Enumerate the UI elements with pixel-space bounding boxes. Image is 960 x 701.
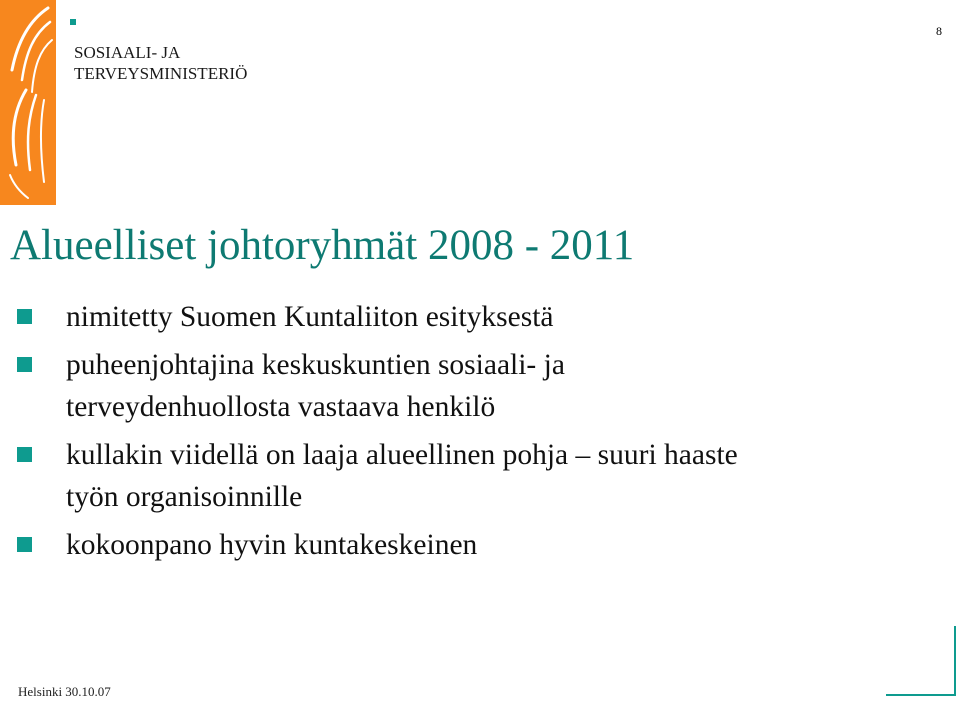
bullet-item bbox=[0, 296, 940, 338]
bullet-text: puheenjohtajina keskuskuntien sosiaali- ja bbox=[66, 349, 565, 381]
organization-name-line-2: TERVEYSMINISTERIÖ bbox=[74, 64, 248, 83]
slide-title: Alueelliset johtoryhmät 2008 - 2011 bbox=[10, 222, 635, 269]
corner-decoration bbox=[886, 626, 956, 696]
square-bullet-icon bbox=[17, 537, 32, 552]
bullet-text-continuation: työn organisoinnille bbox=[66, 481, 303, 513]
page-number: 8 bbox=[936, 24, 942, 38]
bullet-text-continuation: terveydenhuollosta vastaava henkilö bbox=[66, 391, 496, 423]
footer-date: Helsinki 30.10.07 bbox=[18, 684, 111, 699]
square-bullet-icon bbox=[17, 357, 32, 372]
organization-name bbox=[74, 42, 247, 84]
bullet-text: nimitetty Suomen Kuntaliiton esityksestä bbox=[66, 301, 554, 333]
bullet-text: kullakin viidellä on laaja alueellinen pohja – suuri haaste bbox=[66, 439, 738, 471]
square-bullet-icon bbox=[17, 309, 32, 324]
ministry-logo bbox=[0, 0, 56, 205]
bullet-list bbox=[0, 296, 940, 572]
flame-figure-logo-icon bbox=[0, 0, 56, 205]
square-bullet-icon bbox=[17, 447, 32, 462]
header-accent-square bbox=[70, 19, 76, 25]
bullet-item bbox=[0, 524, 940, 566]
organization-name-line-1: SOSIAALI- JA bbox=[74, 43, 181, 62]
bullet-item bbox=[0, 344, 940, 428]
bullet-text: kokoonpano hyvin kuntakeskeinen bbox=[66, 529, 478, 561]
bullet-item bbox=[0, 434, 940, 518]
